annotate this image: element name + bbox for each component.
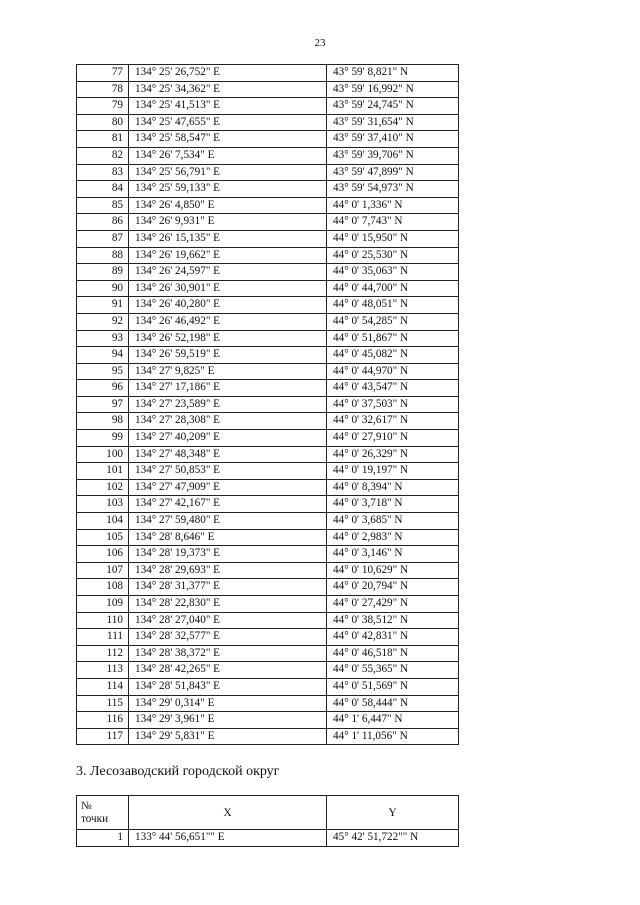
table-row [77, 430, 459, 447]
point-number: 82 [77, 147, 129, 164]
point-number: 110 [77, 612, 129, 629]
table-row [77, 380, 459, 397]
point-number: 116 [77, 712, 129, 729]
longitude-x: 134° 26' 15,135" E [129, 230, 327, 247]
latitude-y: 44° 0' 2,983" N [327, 529, 459, 546]
point-number: 90 [77, 280, 129, 297]
latitude-y: 44° 1' 11,056" N [327, 728, 459, 745]
longitude-x: 134° 27' 50,853" E [129, 463, 327, 480]
longitude-x: 134° 28' 29,693" E [129, 562, 327, 579]
latitude-y: 43° 59' 31,654" N [327, 114, 459, 131]
latitude-y: 43° 59' 37,410" N [327, 131, 459, 148]
latitude-y: 43° 59' 54,973" N [327, 181, 459, 198]
latitude-y: 44° 0' 3,718" N [327, 496, 459, 513]
table-row [77, 712, 459, 729]
table-row [77, 197, 459, 214]
latitude-y: 44° 0' 44,970" N [327, 363, 459, 380]
longitude-x: 134° 27' 59,480" E [129, 513, 327, 530]
longitude-x: 134° 26' 46,492" E [129, 313, 327, 330]
latitude-y: 44° 0' 27,429" N [327, 596, 459, 613]
point-number: 91 [77, 297, 129, 314]
latitude-y: 44° 0' 37,503" N [327, 396, 459, 413]
latitude-y: 44° 0' 20,794" N [327, 579, 459, 596]
latitude-y: 44° 0' 43,547" N [327, 380, 459, 397]
table-row [77, 280, 459, 297]
longitude-x: 134° 29' 0,314" E [129, 695, 327, 712]
latitude-y: 44° 0' 35,063" N [327, 264, 459, 281]
longitude-x: 134° 27' 28,308" E [129, 413, 327, 430]
longitude-x: 133° 44' 56,651"" E [129, 830, 327, 847]
latitude-y: 44° 0' 27,910" N [327, 430, 459, 447]
table-row [77, 247, 459, 264]
table-row [77, 164, 459, 181]
point-number: 100 [77, 446, 129, 463]
point-number: 107 [77, 562, 129, 579]
point-number: 112 [77, 645, 129, 662]
longitude-x: 134° 28' 27,040" E [129, 612, 327, 629]
table-header-row [77, 796, 459, 830]
point-number: 93 [77, 330, 129, 347]
latitude-y: 44° 0' 44,700" N [327, 280, 459, 297]
point-number: 77 [77, 65, 129, 82]
table-row [77, 214, 459, 231]
longitude-x: 134° 28' 38,372" E [129, 645, 327, 662]
table-row [77, 645, 459, 662]
coordinates-table-body [77, 65, 459, 745]
point-number: 103 [77, 496, 129, 513]
latitude-y: 43° 59' 8,821" N [327, 65, 459, 82]
longitude-x: 134° 25' 26,752" E [129, 65, 327, 82]
latitude-y: 44° 0' 1,336" N [327, 197, 459, 214]
coordinates-table-continued [76, 64, 459, 745]
point-number: 113 [77, 662, 129, 679]
latitude-y: 44° 0' 55,365" N [327, 662, 459, 679]
point-number: 97 [77, 396, 129, 413]
header-y: Y [327, 796, 459, 830]
point-number: 95 [77, 363, 129, 380]
point-number: 84 [77, 181, 129, 198]
longitude-x: 134° 27' 23,589" E [129, 396, 327, 413]
latitude-y: 44° 0' 10,629" N [327, 562, 459, 579]
longitude-x: 134° 26' 30,901" E [129, 280, 327, 297]
table-row [77, 830, 459, 847]
latitude-y: 44° 0' 51,867" N [327, 330, 459, 347]
latitude-y: 44° 1' 6,447" N [327, 712, 459, 729]
point-number: 104 [77, 513, 129, 530]
latitude-y: 44° 0' 3,685" N [327, 513, 459, 530]
table-row [77, 529, 459, 546]
point-number: 111 [77, 629, 129, 646]
table-row [77, 463, 459, 480]
latitude-y: 43° 59' 24,745" N [327, 98, 459, 115]
longitude-x: 134° 26' 52,198" E [129, 330, 327, 347]
longitude-x: 134° 26' 40,280" E [129, 297, 327, 314]
point-number: 114 [77, 678, 129, 695]
table-row [77, 629, 459, 646]
longitude-x: 134° 26' 9,931" E [129, 214, 327, 231]
table-row [77, 297, 459, 314]
table-row [77, 264, 459, 281]
table-row [77, 579, 459, 596]
point-number: 109 [77, 596, 129, 613]
latitude-y: 44° 0' 32,617" N [327, 413, 459, 430]
longitude-x: 134° 26' 4,850" E [129, 197, 327, 214]
latitude-y: 44° 0' 38,512" N [327, 612, 459, 629]
point-number: 89 [77, 264, 129, 281]
longitude-x: 134° 29' 5,831" E [129, 728, 327, 745]
point-number: 1 [77, 830, 129, 847]
point-number: 80 [77, 114, 129, 131]
longitude-x: 134° 28' 8,646" E [129, 529, 327, 546]
table-row [77, 65, 459, 82]
table-row [77, 546, 459, 563]
latitude-y: 43° 59' 39,706" N [327, 147, 459, 164]
point-number: 108 [77, 579, 129, 596]
table-row [77, 114, 459, 131]
point-number: 87 [77, 230, 129, 247]
longitude-x: 134° 26' 59,519" E [129, 347, 327, 364]
point-number: 92 [77, 313, 129, 330]
longitude-x: 134° 27' 40,209" E [129, 430, 327, 447]
table-row [77, 728, 459, 745]
point-number: 117 [77, 728, 129, 745]
point-number: 96 [77, 380, 129, 397]
latitude-y: 44° 0' 25,530" N [327, 247, 459, 264]
table-row [77, 562, 459, 579]
latitude-y: 44° 0' 54,285" N [327, 313, 459, 330]
section-heading: 3. Лесозаводский городской округ [76, 764, 280, 779]
longitude-x: 134° 27' 48,348" E [129, 446, 327, 463]
header-number-sign: № [81, 799, 92, 812]
latitude-y: 44° 0' 15,950" N [327, 230, 459, 247]
latitude-y: 43° 59' 16,992" N [327, 81, 459, 98]
header-point-number [77, 796, 129, 830]
table-row [77, 496, 459, 513]
longitude-x: 134° 26' 7,534" E [129, 147, 327, 164]
table-row [77, 347, 459, 364]
page-number: 23 [314, 37, 326, 49]
point-number: 102 [77, 479, 129, 496]
latitude-y: 44° 0' 3,146" N [327, 546, 459, 563]
table-row [77, 596, 459, 613]
longitude-x: 134° 28' 32,577" E [129, 629, 327, 646]
lesozavodsk-table-body [77, 830, 459, 847]
table-row [77, 662, 459, 679]
longitude-x: 134° 25' 58,547" E [129, 131, 327, 148]
point-number: 98 [77, 413, 129, 430]
point-number: 115 [77, 695, 129, 712]
point-number: 106 [77, 546, 129, 563]
longitude-x: 134° 27' 42,167" E [129, 496, 327, 513]
point-number: 79 [77, 98, 129, 115]
point-number: 101 [77, 463, 129, 480]
table-row [77, 396, 459, 413]
table-row [77, 181, 459, 198]
point-number: 85 [77, 197, 129, 214]
coordinates-table-lesozavodsk [76, 795, 459, 847]
header-point-word: точки [81, 812, 109, 825]
longitude-x: 134° 28' 19,373" E [129, 546, 327, 563]
longitude-x: 134° 26' 24,597" E [129, 264, 327, 281]
longitude-x: 134° 28' 42,265" E [129, 662, 327, 679]
latitude-y: 43° 59' 47,899" N [327, 164, 459, 181]
table-row [77, 695, 459, 712]
latitude-y: 44° 0' 8,394" N [327, 479, 459, 496]
point-number: 78 [77, 81, 129, 98]
longitude-x: 134° 28' 31,377" E [129, 579, 327, 596]
table-row [77, 98, 459, 115]
latitude-y: 44° 0' 51,569" N [327, 678, 459, 695]
table-row [77, 81, 459, 98]
longitude-x: 134° 27' 47,909" E [129, 479, 327, 496]
latitude-y: 44° 0' 46,518" N [327, 645, 459, 662]
table-row [77, 612, 459, 629]
table-row [77, 446, 459, 463]
point-number: 94 [77, 347, 129, 364]
point-number: 86 [77, 214, 129, 231]
table-row [77, 147, 459, 164]
point-number: 88 [77, 247, 129, 264]
longitude-x: 134° 25' 47,655" E [129, 114, 327, 131]
table-row [77, 513, 459, 530]
longitude-x: 134° 27' 17,186" E [129, 380, 327, 397]
latitude-y: 44° 0' 7,743" N [327, 214, 459, 231]
table-row [77, 479, 459, 496]
longitude-x: 134° 26' 19,662" E [129, 247, 327, 264]
point-number: 105 [77, 529, 129, 546]
longitude-x: 134° 29' 3,961" E [129, 712, 327, 729]
longitude-x: 134° 25' 59,133" E [129, 181, 327, 198]
table-row [77, 413, 459, 430]
table-row [77, 330, 459, 347]
table-row [77, 313, 459, 330]
latitude-y: 44° 0' 42,831" N [327, 629, 459, 646]
longitude-x: 134° 28' 51,843" E [129, 678, 327, 695]
latitude-y: 44° 0' 45,082" N [327, 347, 459, 364]
latitude-y: 44° 0' 58,444" N [327, 695, 459, 712]
table-row [77, 363, 459, 380]
longitude-x: 134° 25' 34,362" E [129, 81, 327, 98]
point-number: 83 [77, 164, 129, 181]
longitude-x: 134° 27' 9,825" E [129, 363, 327, 380]
longitude-x: 134° 25' 56,791" E [129, 164, 327, 181]
latitude-y: 44° 0' 48,051" N [327, 297, 459, 314]
longitude-x: 134° 25' 41,513" E [129, 98, 327, 115]
latitude-y: 44° 0' 19,197" N [327, 463, 459, 480]
longitude-x: 134° 28' 22,830" E [129, 596, 327, 613]
table-row [77, 230, 459, 247]
latitude-y: 45° 42' 51,722"" N [327, 830, 459, 847]
table-row [77, 131, 459, 148]
point-number: 99 [77, 430, 129, 447]
point-number: 81 [77, 131, 129, 148]
table-row [77, 678, 459, 695]
latitude-y: 44° 0' 26,329" N [327, 446, 459, 463]
header-x: X [129, 796, 327, 830]
